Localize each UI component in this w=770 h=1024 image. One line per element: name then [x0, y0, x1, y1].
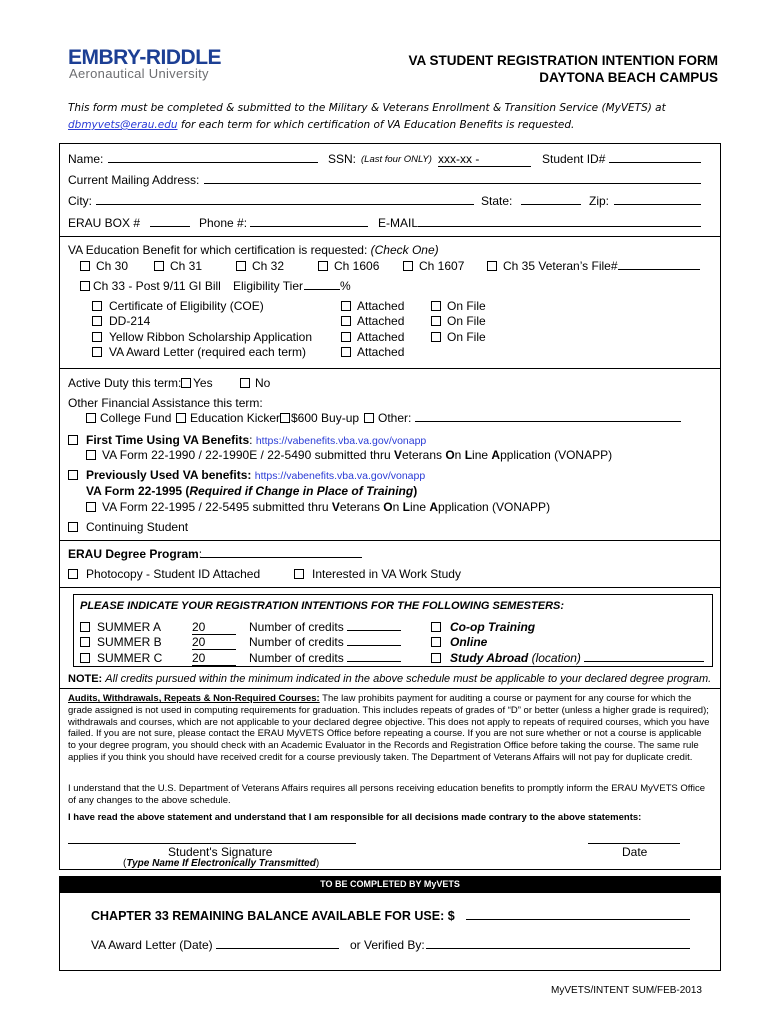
l-rest: ine — [409, 500, 430, 514]
other-label: Other: — [378, 411, 412, 425]
first-time-option[interactable]: First Time Using VA Benefits: https://vabenefits.vba.va.gov/vonapp — [68, 433, 426, 447]
divider — [59, 688, 721, 689]
checkbox[interactable] — [80, 637, 90, 647]
active-duty-no[interactable] — [240, 376, 270, 390]
checkbox[interactable] — [240, 378, 250, 388]
understand-paragraph: I understand that the U.S. Department of Veterans Affairs requires all persons receiving education benefits to promptly inform the ERAU MyVETS Office of any changes to the above schedule. — [68, 783, 705, 806]
on-file-option[interactable] — [431, 299, 486, 313]
l-letter: L — [402, 500, 410, 514]
other-option[interactable] — [364, 411, 681, 425]
checkbox[interactable] — [92, 301, 102, 311]
credits-label: Number of credits — [249, 635, 344, 649]
buyup-label: $600 Buy-up — [291, 411, 360, 425]
chapter-label: Ch 35 Veteran’s File# — [503, 259, 618, 273]
ch33-balance-label: CHAPTER 33 REMAINING BALANCE AVAILABLE FOR USE: $ — [91, 909, 455, 923]
continuing-label: Continuing Student — [86, 520, 189, 534]
prev-form-option[interactable] — [86, 500, 550, 514]
phone-field[interactable] — [250, 216, 368, 227]
checkbox[interactable] — [431, 332, 441, 342]
footer-code: MyVETS/INTENT SUM/FEB-2013 — [551, 985, 702, 996]
email-label: E-MAIL — [378, 216, 419, 230]
checkbox[interactable] — [403, 261, 413, 271]
option-label: Study Abroad — [450, 651, 529, 665]
statement: I have read the above statement and understand that I am responsible for all decisions made contrary to the above statements: — [68, 812, 642, 823]
chapter-label: Ch 30 — [96, 259, 129, 273]
college-fund-label: College Fund — [100, 411, 172, 425]
phone-label: Phone #: — [199, 216, 248, 230]
checkbox[interactable] — [181, 378, 191, 388]
vonapp-link[interactable]: https://vabenefits.vba.va.gov/vonapp — [254, 470, 426, 482]
state-field[interactable] — [521, 194, 581, 205]
city-field[interactable] — [96, 194, 474, 205]
option-label: Online — [450, 635, 488, 649]
checkbox[interactable] — [431, 622, 441, 632]
other-fin-label: Other Financial Assistance this term: — [68, 396, 263, 410]
note — [68, 673, 711, 685]
doc-label: Certificate of Eligibility (COE) — [109, 299, 264, 313]
note-label: NOTE: — [68, 673, 103, 685]
kicker-label: Education Kicker — [190, 411, 281, 425]
credits-label: Number of credits — [249, 651, 344, 665]
v-rest: eterans — [339, 500, 384, 514]
logo-subtitle: Aeronautical University — [69, 66, 209, 81]
zip-label: Zip: — [589, 194, 610, 208]
type-name-note: (Type Name If Electronically Transmitted) — [123, 858, 320, 869]
summer-a-option[interactable] — [80, 620, 161, 634]
checkbox[interactable] — [80, 622, 90, 632]
state-label: State: — [481, 194, 513, 208]
checkbox[interactable] — [341, 301, 351, 311]
yes-label: Yes — [193, 376, 213, 390]
city-label: City: — [68, 194, 92, 208]
intro-line: This form must be completed & submitted to the Military & Veterans Enrollment & Transition Service (MyVETS) at — [68, 102, 666, 114]
signature-line[interactable] — [68, 843, 356, 844]
checkbox[interactable] — [431, 637, 441, 647]
year-prefix: 20 — [192, 635, 236, 650]
mailing-field[interactable] — [204, 173, 701, 184]
veterans-file-field[interactable] — [618, 259, 700, 270]
chapter-option[interactable] — [80, 259, 128, 273]
year-prefix: 20 — [192, 651, 236, 666]
work-study-label: Interested in VA Work Study — [312, 567, 461, 581]
degree-field[interactable] — [200, 547, 362, 558]
erau-box-field[interactable] — [150, 216, 190, 227]
l-letter: L — [464, 448, 473, 462]
degree-label: ERAU Degree Program: — [68, 547, 203, 561]
divider — [59, 236, 721, 237]
form-1995-italic: Required if Change in Place of Training — [189, 484, 414, 498]
credits-field[interactable] — [347, 620, 401, 631]
credits-row — [249, 651, 401, 665]
ssn-field[interactable] — [438, 152, 531, 167]
a-rest: pplication (VONAPP) — [500, 448, 613, 462]
prev-used-label: Previously Used VA benefits: — [86, 468, 252, 482]
active-duty-yes[interactable] — [181, 376, 213, 390]
option-label: Co-op Training — [450, 620, 536, 634]
l-rest: ine — [472, 448, 492, 462]
semester-name: SUMMER B — [97, 635, 162, 649]
photocopy-label: Photocopy - Student ID Attached — [86, 567, 261, 581]
prev-form-label: VA Form 22-1995 / 22-5495 submitted thru — [102, 500, 332, 514]
award-letter-label: VA Award Letter (Date) — [91, 938, 213, 952]
college-fund-option[interactable] — [86, 411, 171, 425]
form-1995-label: VA Form 22-1995 — [86, 484, 183, 498]
note-text: All credits pursued within the minimum indicated in the above schedule must be applicable to your declared degree program. — [105, 673, 712, 685]
attached-option[interactable] — [341, 299, 404, 313]
kicker-option[interactable] — [176, 411, 280, 425]
benefit-heading-note: (Check One) — [370, 243, 439, 257]
checkbox[interactable] — [86, 450, 96, 460]
attached-label: Attached — [357, 330, 405, 344]
o-rest: n — [454, 448, 465, 462]
policy-paragraph — [68, 693, 710, 764]
doc-option[interactable] — [92, 330, 312, 344]
o-letter: O — [445, 448, 455, 462]
credits-row — [249, 620, 401, 634]
chapter-option[interactable] — [403, 259, 464, 273]
attached-option[interactable] — [341, 345, 404, 359]
checkbox[interactable] — [92, 332, 102, 342]
on-file-option[interactable] — [431, 314, 486, 328]
ssn-note: (Last four ONLY) — [361, 154, 432, 165]
checkbox[interactable] — [431, 316, 441, 326]
ssn-prefix: xxx-xx - — [438, 152, 480, 166]
checkbox[interactable] — [68, 569, 78, 579]
location-field[interactable] — [584, 651, 704, 662]
checkbox[interactable] — [92, 316, 102, 326]
ch33-label: Ch 33 - Post 9/11 GI Bill — [93, 279, 221, 293]
checkbox[interactable] — [431, 653, 441, 663]
chapter-label: Ch 32 — [252, 259, 285, 273]
attached-label: Attached — [357, 299, 405, 313]
checkbox[interactable] — [280, 413, 290, 423]
chapter-option[interactable] — [318, 259, 379, 273]
a-rest: pplication (VONAPP) — [438, 500, 551, 514]
credits-row — [249, 635, 401, 649]
credits-label: Number of credits — [249, 620, 344, 634]
checkbox[interactable] — [92, 347, 102, 357]
v-letter: V — [393, 448, 402, 462]
doc-label: VA Award Letter (required each term) — [109, 345, 306, 359]
award-letter-field[interactable] — [216, 938, 339, 949]
year-field[interactable] — [192, 635, 236, 650]
semester-name: SUMMER A — [97, 620, 162, 634]
verified-by-label: or Verified By: — [350, 938, 425, 952]
erau-box-label: ERAU BOX # — [68, 216, 141, 230]
form-1995-note: VA Form 22-1995 (Required if Change in Place of Training) — [86, 484, 418, 498]
on-file-label: On File — [447, 299, 486, 313]
coop-option[interactable] — [431, 620, 535, 634]
type-name-text: Type Name If Electronically Transmitted — [126, 858, 316, 869]
name-label: Name: — [68, 152, 104, 166]
v-letter: V — [331, 500, 340, 514]
chapter-label: Ch 1606 — [334, 259, 380, 273]
online-option[interactable] — [431, 635, 487, 649]
tier-field[interactable] — [304, 279, 340, 290]
first-time-label: First Time Using VA Benefits — [86, 433, 250, 447]
benefit-heading-text: VA Education Benefit for which certification is requested: — [68, 243, 368, 257]
v-rest: eterans — [401, 448, 446, 462]
policy-text: The law prohibits payment for auditing a course or payment for any course for which the grade assigned is not used in computing requirements for graduation. This includes repeats of grades of “D” or better (unless a higher grade is required); withdrawals and courses, which are not applicable to your declared degree objective. This does not apply to repeats of required courses, which you have failed. If you are not sure, please contact the ERAU MyVETS Office before repeating a course. If you are not sure whether or not a course is applicable to your degree program, you should check with an Academic Evaluator in the Records and Registration Office before taking the course. The same rule applies if you think you should have received credit for a course previously taken. The Department of Veterans Affairs will not pay for duplicate credit. — [68, 693, 710, 763]
verified-by-field[interactable] — [426, 938, 690, 949]
divider — [59, 368, 721, 369]
year-field[interactable] — [192, 620, 236, 635]
ch33-balance-field[interactable] — [466, 907, 690, 920]
checkbox[interactable] — [86, 413, 96, 423]
intro-line-2: for each term for which certification of VA Education Benefits is requested. — [177, 119, 575, 131]
buyup-option[interactable] — [280, 411, 359, 425]
a-letter: A — [491, 448, 501, 462]
o-rest: n — [392, 500, 403, 514]
chapter-label: Ch 31 — [170, 259, 203, 273]
benefit-heading — [68, 243, 439, 257]
checkbox[interactable] — [487, 261, 497, 271]
ssn-label: SSN: — [328, 152, 357, 166]
checkbox[interactable] — [68, 522, 78, 532]
on-file-option[interactable] — [431, 330, 486, 344]
doc-option[interactable] — [92, 314, 150, 328]
checkbox[interactable] — [80, 261, 90, 271]
checkbox[interactable] — [364, 413, 374, 423]
checkbox[interactable] — [341, 316, 351, 326]
attached-label: Attached — [357, 314, 405, 328]
checkbox[interactable] — [86, 502, 96, 512]
semesters-heading: PLEASE INDICATE YOUR REGISTRATION INTENTIONS FOR THE FOLLOWING SEMESTERS: — [80, 600, 565, 612]
checkbox[interactable] — [80, 653, 90, 663]
degree-program-text: ERAU Degree Program — [68, 547, 199, 561]
other-field[interactable] — [415, 411, 681, 422]
semester-name: SUMMER C — [97, 651, 163, 665]
o-letter: O — [383, 500, 393, 514]
first-form-label: VA Form 22-1990 / 22-1990E / 22-5490 submitted thru — [102, 448, 394, 462]
checkbox[interactable] — [341, 347, 351, 357]
continuing-option[interactable] — [68, 520, 188, 534]
doc-label: Yellow Ribbon Scholarship Application — [109, 330, 313, 344]
email-field[interactable] — [418, 216, 701, 227]
checkbox[interactable] — [154, 261, 164, 271]
date-line[interactable] — [588, 843, 680, 844]
checkbox[interactable] — [176, 413, 186, 423]
study-abroad-option[interactable] — [431, 651, 704, 665]
student-signature-label: Student's Signature — [168, 845, 273, 859]
checkbox[interactable] — [341, 332, 351, 342]
chapter-option[interactable] — [154, 259, 202, 273]
divider — [59, 587, 721, 588]
doc-option[interactable] — [92, 345, 306, 359]
myvets-frame — [59, 893, 721, 971]
chapter-label: Ch 1607 — [419, 259, 465, 273]
policy-heading: Audits, Withdrawals, Repeats & Non-Required Courses: — [68, 693, 320, 704]
year-prefix: 20 — [192, 620, 236, 635]
checkbox[interactable] — [294, 569, 304, 579]
checkbox[interactable] — [68, 435, 78, 445]
checkbox[interactable] — [68, 470, 78, 480]
vonapp-link[interactable]: https://vabenefits.vba.va.gov/vonapp — [255, 435, 427, 447]
chapter-option[interactable] — [487, 259, 700, 273]
first-form-option[interactable] — [86, 448, 612, 462]
checkbox[interactable] — [431, 301, 441, 311]
prev-used-option[interactable] — [68, 468, 425, 482]
student-id-field[interactable] — [609, 152, 701, 163]
year-field[interactable] — [192, 651, 236, 666]
summer-b-option[interactable] — [80, 635, 162, 649]
on-file-label: On File — [447, 330, 486, 344]
work-study-option[interactable] — [294, 567, 461, 581]
on-file-label: On File — [447, 314, 486, 328]
no-label: No — [255, 376, 271, 390]
divider — [59, 540, 721, 541]
doc-label: DD-214 — [109, 314, 151, 328]
summer-c-option[interactable] — [80, 651, 162, 665]
ch33-option[interactable] — [80, 279, 221, 293]
zip-field[interactable] — [614, 194, 701, 205]
logo-embry-riddle: EMBRY-RIDDLE — [68, 46, 222, 69]
credits-field[interactable] — [347, 635, 401, 646]
date-label: Date — [622, 845, 648, 859]
chapter-option[interactable] — [236, 259, 284, 273]
name-field[interactable] — [108, 152, 318, 163]
photocopy-option[interactable] — [68, 567, 260, 581]
myvets-email-link[interactable]: dbmyvets@erau.edu — [68, 119, 178, 131]
checkbox[interactable] — [236, 261, 246, 271]
doc-option[interactable] — [92, 299, 264, 313]
location-label: (location) — [531, 651, 581, 665]
checkbox[interactable] — [80, 281, 90, 291]
tier-label: Eligibility Tier — [233, 279, 304, 293]
a-letter: A — [429, 500, 439, 514]
active-duty-label: Active Duty this term: — [68, 376, 182, 390]
attached-option[interactable] — [341, 330, 404, 344]
form-title: VA STUDENT REGISTRATION INTENTION FORM — [408, 53, 718, 68]
tier-percent: % — [340, 279, 351, 293]
myvets-band: TO BE COMPLETED BY MyVETS — [59, 876, 721, 893]
credits-field[interactable] — [347, 651, 401, 662]
campus-title: DAYTONA BEACH CAMPUS — [539, 70, 718, 85]
intro-text — [68, 100, 708, 134]
checkbox[interactable] — [318, 261, 328, 271]
attached-label: Attached — [357, 345, 405, 359]
student-id-label: Student ID# — [542, 152, 606, 166]
attached-option[interactable] — [341, 314, 404, 328]
mailing-label: Current Mailing Address: — [68, 173, 200, 187]
